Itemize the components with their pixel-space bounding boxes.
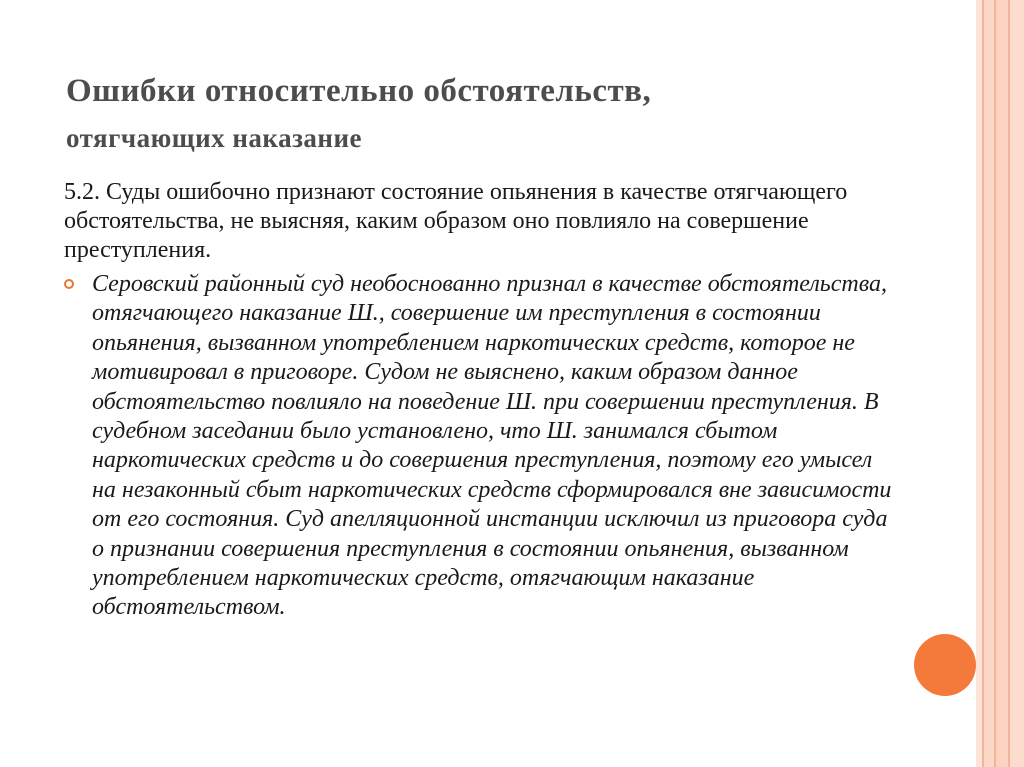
decorative-stripes: [976, 0, 1024, 767]
stripe: [996, 0, 1008, 767]
bullet-text: Серовский районный суд необоснованно признал в качестве обстоятельства, отягчающего наказание Ш., совершение им преступления в состоянии опьянения, вызванном употреблением наркотических средств, которое не мотивировал в приговоре. Судом не выяснено, каким образом данное обстоятельство повлияло на поведение Ш. при совершении преступления. В судебном заседании было установлено, что Ш. занимался сбытом наркотических средств и до совершения преступления, поэтому его умысел на незаконный сбыт наркотических средств сформировался вне зависимости от его состояния. Суд апелляционной инстанции исключил из приговора суда о признании совершения преступления в состоянии опьянения, вызванном употреблением наркотических средств, отягчающим наказание обстоятельством.: [92, 271, 892, 621]
title-line-1: Ошибки относительно обстоятельств,: [66, 73, 652, 109]
slide-title: [66, 68, 926, 162]
bullet-item: [64, 270, 894, 623]
circle-bullet-icon: [64, 279, 74, 289]
title-line-2: отягчающих наказание: [66, 123, 363, 153]
stripe: [984, 0, 994, 767]
stripe: [1010, 0, 1024, 767]
decorative-circle: [914, 634, 976, 696]
intro-paragraph: 5.2. Суды ошибочно признают состояние опьянения в качестве отягчающего обстоятельства, не выясняя, каким образом оно повлияло на совершение преступления.: [64, 179, 848, 263]
